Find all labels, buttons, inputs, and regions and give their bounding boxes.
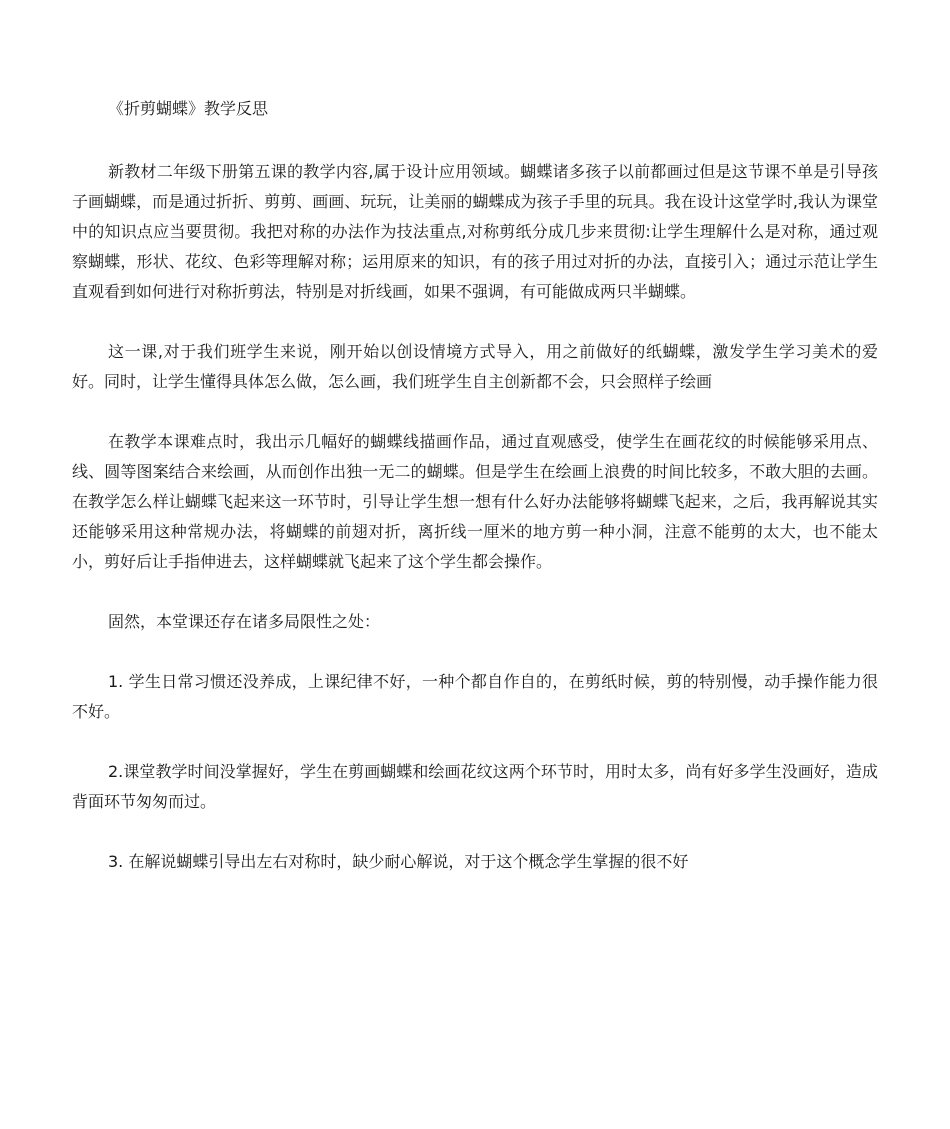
paragraph-lesson-intro: 这一课,对于我们班学生来说，刚开始以创设情境方式导入，用之前做好的纸蝴蝶，激发学生学习美术的爱好。同时，让学生懂得具体怎么做，怎么画，我们班学生自主创新都不会，只会照样子绘画 xyxy=(72,342,878,391)
paragraph-limitation-2: 2.课堂教学时间没掌握好，学生在剪画蝴蝶和绘画花纹这两个环节时，用时太多，尚有好多学生没画好，造成背面环节匆匆而过。 xyxy=(72,762,878,811)
paragraph-intro: 新教材二年级下册第五课的教学内容,属于设计应用领域。蝴蝶诸多孩子以前都画过但是这节课不单是引导孩子画蝴蝶，而是通过折折、剪剪、画画、玩玩，让美丽的蝴蝶成为孩子手里的玩具。我在设计这堂学时,我认为课堂中的知识点应当要贯彻。我把对称的办法作为技法重点,对称剪纸分成几步来贯彻:让学生理解什么是对称，通过观察蝴蝶，形状、花纹、色彩等理解对称；运用原来的知识，有的孩子用过对折的办法，直接引入；通过示范让学生直观看到如何进行对称折剪法，特别是对折线画，如果不强调，有可能做成两只半蝴蝶。 xyxy=(72,162,878,301)
paragraph-limitation-3: 3. 在解说蝴蝶引导出左右对称时，缺少耐心解说，对于这个概念学生掌握的很不好 xyxy=(108,852,689,871)
paragraph-limitations-heading: 固然，本堂课还存在诸多局限性之处： xyxy=(108,612,381,631)
document-title: 《折剪蝴蝶》教学反思 xyxy=(108,99,269,118)
paragraph-difficulty: 在教学本课难点时，我出示几幅好的蝴蝶线描画作品，通过直观感受，使学生在画花纹的时候能够采用点、线、圆等图案结合来绘画，从而创作出独一无二的蝴蝶。但是学生在绘画上浪费的时间比较多，不敢大胆的去画。在教学怎么样让蝴蝶飞起来这一环节时，引导让学生想一想有什么好办法能够将蝴蝶飞起来，之后，我再解说其实还能够采用这种常规办法，将蝴蝶的前翅对折，离折线一厘米的地方剪一种小洞，注意不能剪的太大，也不能太小，剪好后让手指伸进去，这样蝴蝶就飞起来了这个学生都会操作。 xyxy=(72,432,878,571)
paragraph-limitation-1: 1. 学生日常习惯还没养成，上课纪律不好，一种个都自作自的，在剪纸时候，剪的特别慢，动手操作能力很不好。 xyxy=(72,672,878,721)
document-body xyxy=(72,157,878,907)
